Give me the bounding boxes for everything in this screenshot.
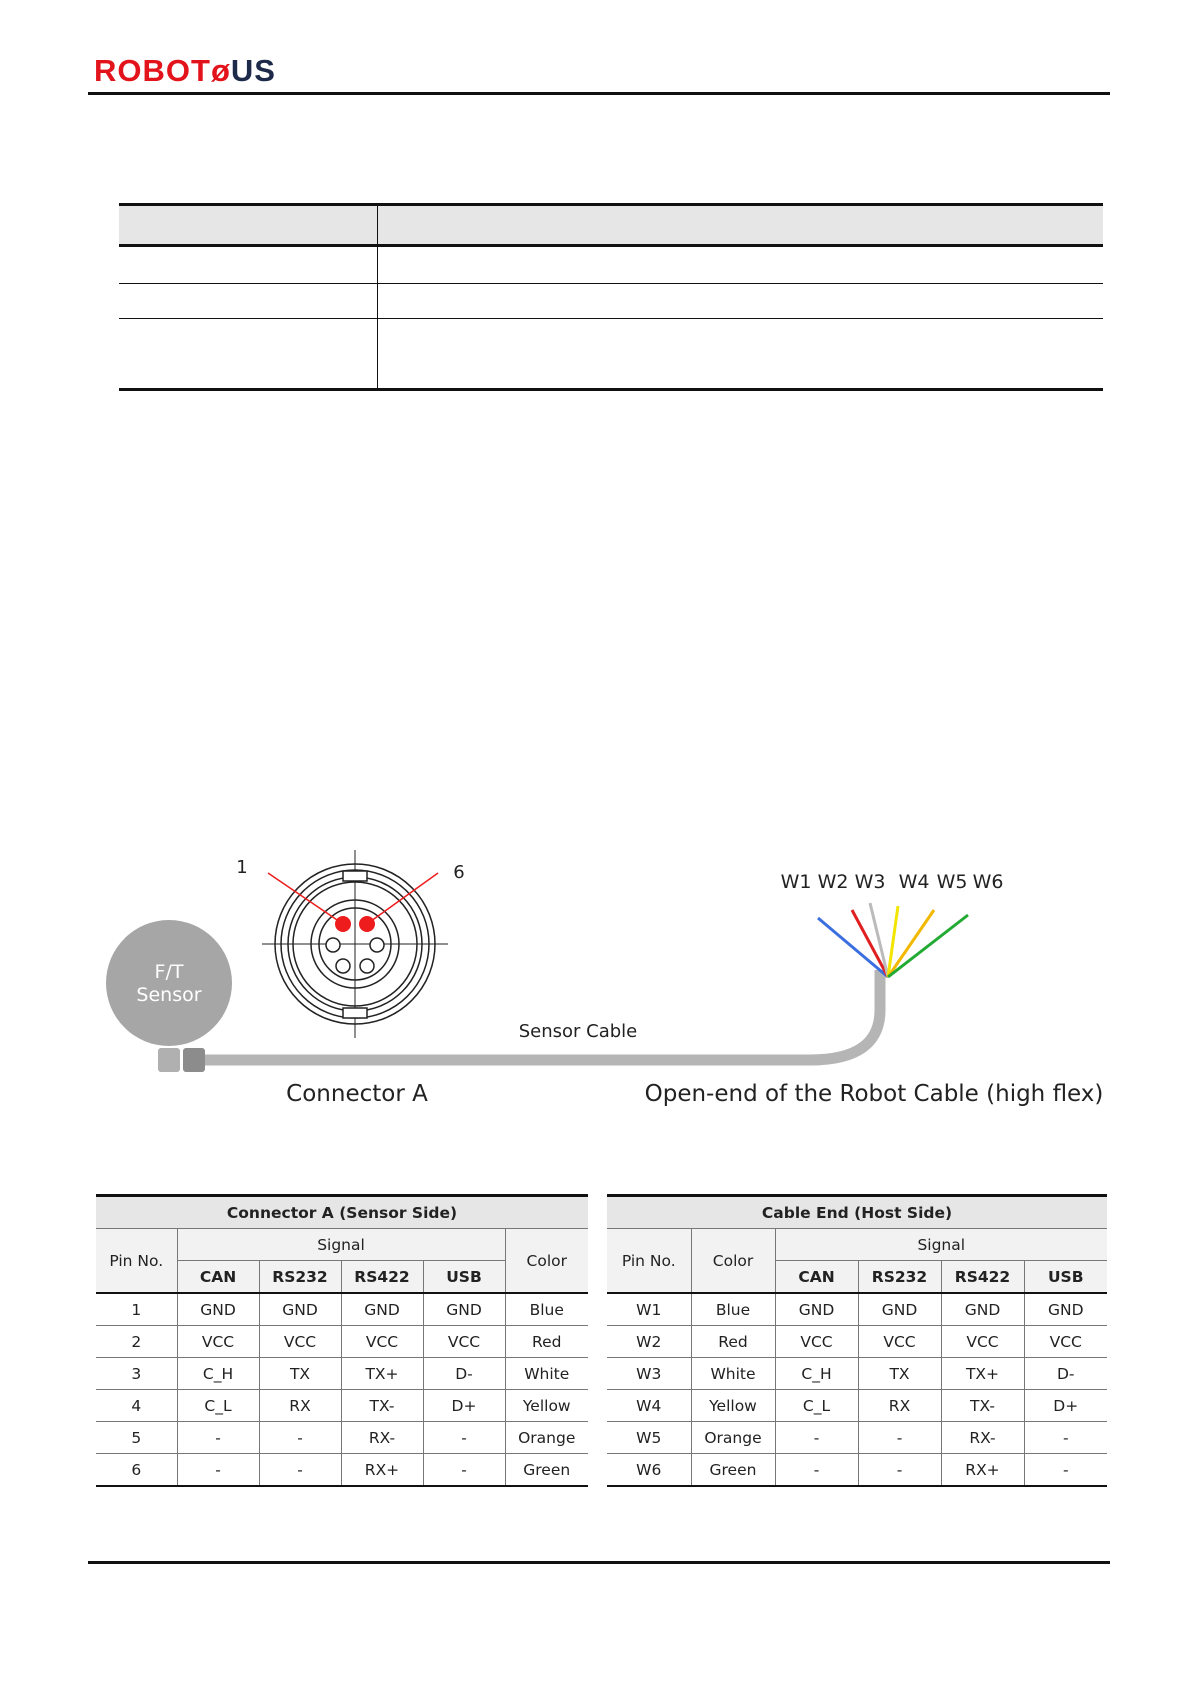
cell-pin: 6 bbox=[96, 1454, 177, 1487]
cell-rs422: VCC bbox=[941, 1326, 1024, 1358]
open-end-label: Open-end of the Robot Cable (high flex) bbox=[644, 1081, 1104, 1107]
cell-usb: D- bbox=[423, 1358, 505, 1390]
pin-label-1: 1 bbox=[236, 857, 248, 878]
cell-rs232: TX bbox=[858, 1358, 941, 1390]
cell-rs232: - bbox=[858, 1422, 941, 1454]
footer-rule bbox=[88, 1561, 1110, 1564]
cell-color: Yellow bbox=[691, 1390, 775, 1422]
cell-usb: D- bbox=[1024, 1358, 1107, 1390]
cell-color: Blue bbox=[691, 1293, 775, 1326]
wire-label: W6 bbox=[972, 871, 1004, 893]
sensor-cable-label: Sensor Cable bbox=[518, 1021, 638, 1042]
cell-pin: W4 bbox=[607, 1390, 691, 1422]
cell-color: White bbox=[505, 1358, 588, 1390]
cell-usb: GND bbox=[423, 1293, 505, 1326]
table-row bbox=[96, 1358, 588, 1390]
cell-rs422: TX+ bbox=[941, 1358, 1024, 1390]
robotous-logo bbox=[94, 53, 276, 89]
logo-text-us: US bbox=[230, 53, 276, 88]
logo-text-robot: ROBOT bbox=[94, 53, 211, 88]
table-row bbox=[607, 1454, 1107, 1487]
wire-label: W1 bbox=[780, 871, 812, 893]
rs422-header: RS422 bbox=[941, 1261, 1024, 1294]
table-row bbox=[607, 1326, 1107, 1358]
ft-sensor-body bbox=[106, 920, 232, 1046]
cell-usb: - bbox=[1024, 1454, 1107, 1487]
cell-color: Red bbox=[691, 1326, 775, 1358]
table-row bbox=[607, 1422, 1107, 1454]
wire-1 bbox=[818, 918, 888, 977]
cell-can: C_L bbox=[177, 1390, 259, 1422]
cell-pin: W1 bbox=[607, 1293, 691, 1326]
spec-table-blank bbox=[119, 203, 1103, 391]
usb-header: USB bbox=[423, 1261, 505, 1294]
cell-rs232: GND bbox=[259, 1293, 341, 1326]
cell-can: - bbox=[177, 1422, 259, 1454]
color-header: Color bbox=[505, 1229, 588, 1294]
pin-label-6: 6 bbox=[453, 862, 465, 883]
cell-rs232: VCC bbox=[259, 1326, 341, 1358]
can-header: CAN bbox=[775, 1261, 858, 1294]
cell-rs232: - bbox=[259, 1422, 341, 1454]
cell-rs232: GND bbox=[858, 1293, 941, 1326]
table-row bbox=[96, 1293, 588, 1326]
sensor-label-line2: Sensor bbox=[136, 984, 202, 1006]
cell-usb: VCC bbox=[423, 1326, 505, 1358]
pin-no-header: Pin No. bbox=[607, 1229, 691, 1294]
cell-rs422: GND bbox=[341, 1293, 423, 1326]
cell-color: White bbox=[691, 1358, 775, 1390]
cell-rs422: RX+ bbox=[341, 1454, 423, 1487]
cell-pin: W6 bbox=[607, 1454, 691, 1487]
cell-rs422: VCC bbox=[341, 1326, 423, 1358]
cell-pin: 2 bbox=[96, 1326, 177, 1358]
wire-labels bbox=[781, 871, 1004, 893]
cell-can: VCC bbox=[775, 1326, 858, 1358]
wire-6 bbox=[888, 915, 968, 977]
cell-usb: D+ bbox=[423, 1390, 505, 1422]
sensor-connector-left bbox=[158, 1048, 180, 1072]
cell-color: Orange bbox=[691, 1422, 775, 1454]
connector-a-title: Connector A (Sensor Side) bbox=[96, 1196, 588, 1229]
cell-color: Red bbox=[505, 1326, 588, 1358]
table-row bbox=[607, 1293, 1107, 1326]
table-header-row bbox=[119, 205, 1103, 246]
cell-pin: 4 bbox=[96, 1390, 177, 1422]
cell-can: C_H bbox=[177, 1358, 259, 1390]
table-row bbox=[607, 1358, 1107, 1390]
cell-rs232: VCC bbox=[858, 1326, 941, 1358]
wire-label: W4 bbox=[898, 871, 930, 893]
cell-rs232: RX bbox=[858, 1390, 941, 1422]
cell-usb: D+ bbox=[1024, 1390, 1107, 1422]
cell-can: VCC bbox=[177, 1326, 259, 1358]
cell-color: Yellow bbox=[505, 1390, 588, 1422]
connector-a-label: Connector A bbox=[286, 1081, 428, 1107]
table-row bbox=[607, 1390, 1107, 1422]
cell-usb: - bbox=[1024, 1422, 1107, 1454]
cell-usb: - bbox=[423, 1454, 505, 1487]
usb-header: USB bbox=[1024, 1261, 1107, 1294]
cable-end-pin-table bbox=[607, 1194, 1107, 1487]
cell-pin: 5 bbox=[96, 1422, 177, 1454]
cell-rs422: GND bbox=[941, 1293, 1024, 1326]
cell-rs232: - bbox=[259, 1454, 341, 1487]
sensor-label-line1: F/T bbox=[154, 961, 184, 983]
cell-color: Blue bbox=[505, 1293, 588, 1326]
signal-header: Signal bbox=[177, 1229, 505, 1261]
cell-pin: 1 bbox=[96, 1293, 177, 1326]
cell-rs232: TX bbox=[259, 1358, 341, 1390]
color-header: Color bbox=[691, 1229, 775, 1294]
wire-label: W2 bbox=[817, 871, 849, 893]
cell-pin: 3 bbox=[96, 1358, 177, 1390]
cell-color: Green bbox=[691, 1454, 775, 1487]
table-row bbox=[119, 284, 1103, 319]
cell-color: Green bbox=[505, 1454, 588, 1487]
rs232-header: RS232 bbox=[858, 1261, 941, 1294]
cell-usb: - bbox=[423, 1422, 505, 1454]
wire-label: W3 bbox=[854, 871, 886, 893]
cell-can: - bbox=[775, 1454, 858, 1487]
can-header: CAN bbox=[177, 1261, 259, 1294]
sensor-cable bbox=[190, 970, 880, 1060]
cell-can: GND bbox=[177, 1293, 259, 1326]
cell-can: - bbox=[177, 1454, 259, 1487]
cell-rs232: RX bbox=[259, 1390, 341, 1422]
table-row bbox=[96, 1454, 588, 1487]
cell-usb: VCC bbox=[1024, 1326, 1107, 1358]
cell-rs422: TX- bbox=[341, 1390, 423, 1422]
cell-can: - bbox=[775, 1422, 858, 1454]
table-row bbox=[96, 1326, 588, 1358]
connector-a-pin-table bbox=[96, 1194, 588, 1487]
cell-rs422: TX- bbox=[941, 1390, 1024, 1422]
cell-can: C_L bbox=[775, 1390, 858, 1422]
cable-end-title: Cable End (Host Side) bbox=[607, 1196, 1107, 1229]
cable-diagram bbox=[0, 840, 1190, 1130]
cell-pin: W5 bbox=[607, 1422, 691, 1454]
table-row bbox=[119, 319, 1103, 390]
pin-no-header: Pin No. bbox=[96, 1229, 177, 1294]
wire-2 bbox=[852, 910, 888, 977]
connector-a-face bbox=[262, 850, 448, 1038]
sensor-connector-right bbox=[183, 1048, 205, 1072]
header-rule bbox=[88, 92, 1110, 95]
wire-label: W5 bbox=[936, 871, 968, 893]
signal-header: Signal bbox=[775, 1229, 1107, 1261]
cell-rs232: - bbox=[858, 1454, 941, 1487]
cell-can: GND bbox=[775, 1293, 858, 1326]
cell-rs422: RX+ bbox=[941, 1454, 1024, 1487]
cell-rs422: TX+ bbox=[341, 1358, 423, 1390]
cell-color: Orange bbox=[505, 1422, 588, 1454]
table-row bbox=[96, 1422, 588, 1454]
cell-pin: W2 bbox=[607, 1326, 691, 1358]
logo-mark: ø bbox=[210, 53, 231, 88]
table-row bbox=[96, 1390, 588, 1422]
table-row bbox=[119, 246, 1103, 284]
cell-pin: W3 bbox=[607, 1358, 691, 1390]
cell-rs422: RX- bbox=[341, 1422, 423, 1454]
cell-usb: GND bbox=[1024, 1293, 1107, 1326]
wire-bundle bbox=[818, 903, 968, 977]
rs232-header: RS232 bbox=[259, 1261, 341, 1294]
cell-can: C_H bbox=[775, 1358, 858, 1390]
rs422-header: RS422 bbox=[341, 1261, 423, 1294]
cell-rs422: RX- bbox=[941, 1422, 1024, 1454]
